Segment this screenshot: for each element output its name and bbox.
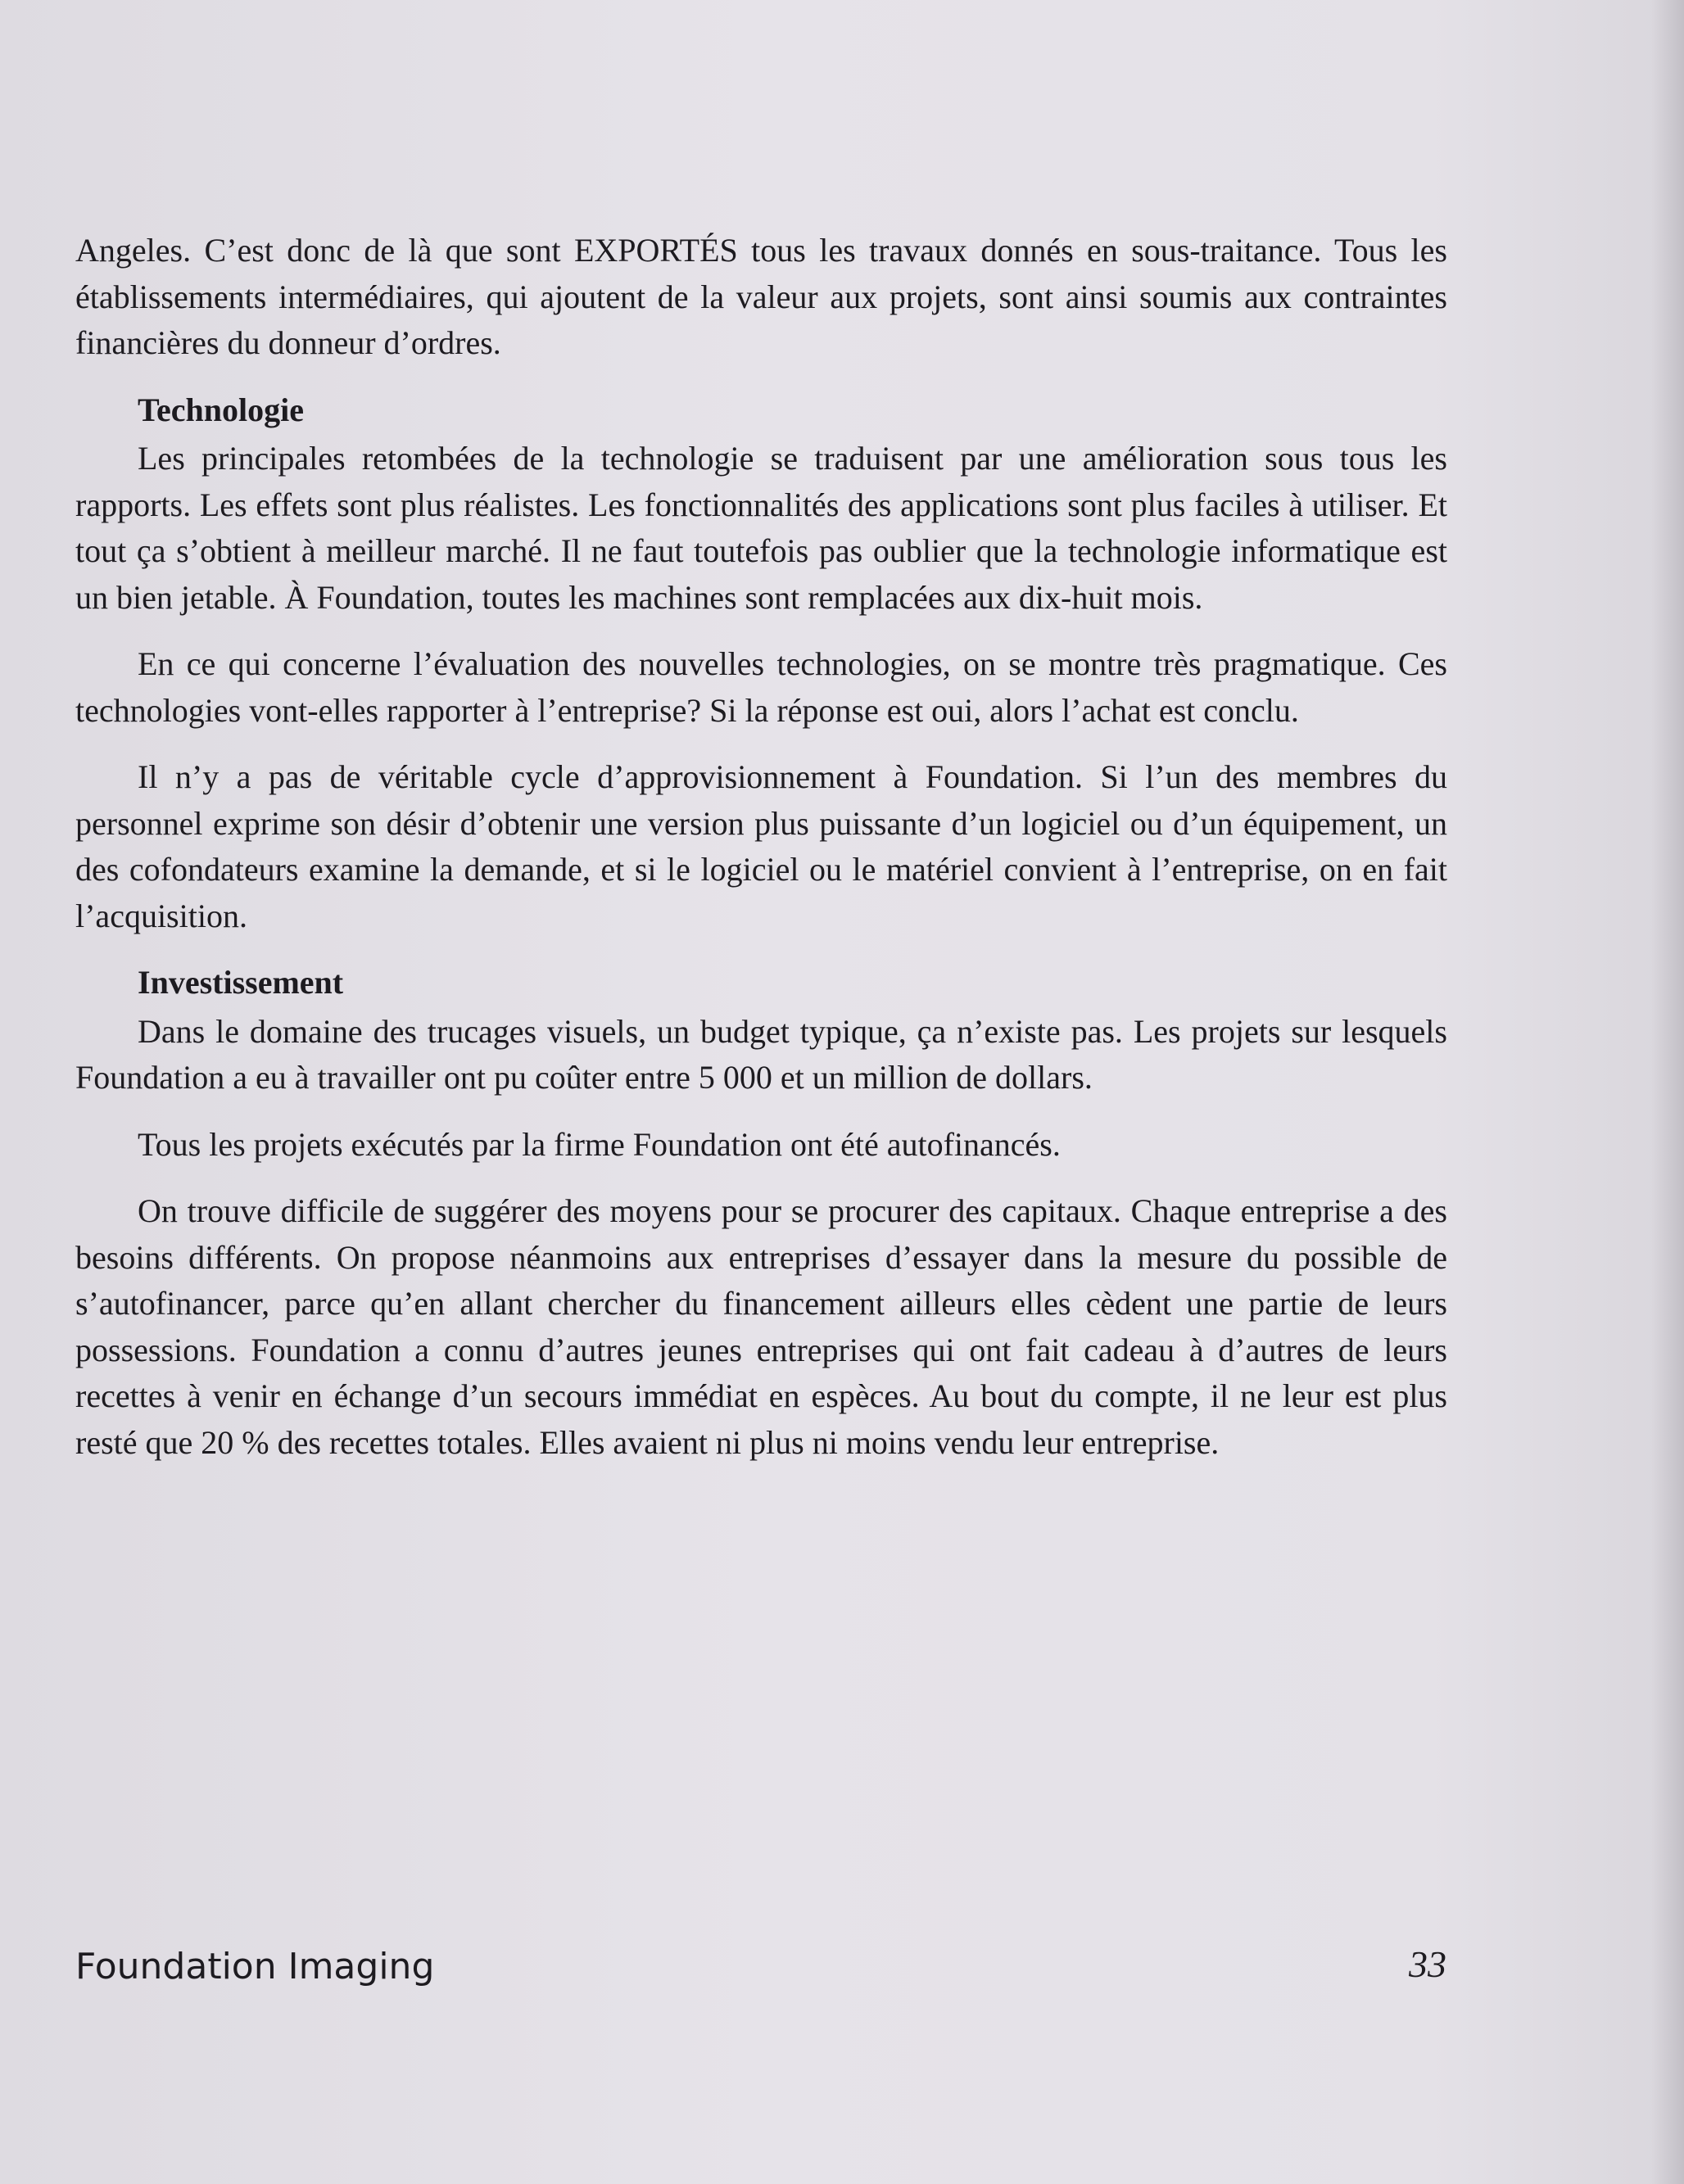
page-edge-shadow	[1651, 0, 1684, 2184]
paragraph-continuation: Angeles. C’est donc de là que sont EXPORTÉS tous les travaux donnés en sous-traitance. Tous les établissements intermédiaires, qui ajoutent de la valeur aux projets, sont ainsi soumis aux contraintes financières du donneur d’ordres.	[75, 232, 1447, 361]
paragraph-budget: Dans le domaine des trucages visuels, un budget typique, ça n’existe pas. Les projets sur lesquels Foundation a eu à travailler ont pu coûter entre 5 000 et un million de dollars.	[75, 1012, 1447, 1096]
paragraph-technologie-retombees: Les principales retombées de la technologie se traduisent par une amélioration sous tous les rapports. Les effets sont plus réalistes. Les fonctionnalités des applications sont plus faciles à utiliser. Et tout ça s’obtient à meilleur marché. Il ne faut toutefois pas oublier que la technologie informatique est un bien jetable. À Foundation, toutes les machines sont remplacées aux dix-huit mois.	[75, 440, 1447, 616]
paragraph-autofinancement: Tous les projets exécutés par la firme Foundation ont été autofinancés.	[138, 1125, 1061, 1163]
section-heading-investissement: Investissement	[138, 964, 344, 1001]
paragraph-technologie-evaluation: En ce qui concerne l’évaluation des nouvelles technologies, on se montre très pragmatique. Ces technologies vont-elles rapporter à l’entreprise? Si la réponse est oui, alors l’achat est conclu.	[75, 645, 1447, 729]
footer-title: Foundation Imaging	[75, 1946, 435, 1987]
page-number: 33	[1409, 1943, 1446, 1985]
paragraph-approvisionnement: Il n’y a pas de véritable cycle d’approvisionnement à Foundation. Si l’un des membres du personnel exprime son désir d’obtenir une version plus puissante d’un logiciel ou d’un équipement, un des cofondateurs examine la demande, et si le logiciel ou le matériel convient à l’entreprise, on en fait l’acquisition.	[75, 758, 1447, 934]
body-text	[75, 228, 1447, 1486]
section-heading-technologie: Technologie	[138, 391, 304, 428]
paragraph-capitaux: On trouve difficile de suggérer des moyens pour se procurer des capitaux. Chaque entreprise a des besoins différents. On propose néanmoins aux entreprises d’essayer dans la mesure du possible de s’autofinancer, parce qu’en allant chercher du financement ailleurs elles cèdent une partie de leurs possessions. Foundation a connu d’autres jeunes entreprises qui ont fait cadeau à d’autres de leurs recettes à venir en échange d’un secours immédiat en espèces. Au bout du compte, il ne leur est plus resté que 20 % des recettes totales. Elles avaient ni plus ni moins vendu leur entreprise.	[75, 1192, 1447, 1461]
